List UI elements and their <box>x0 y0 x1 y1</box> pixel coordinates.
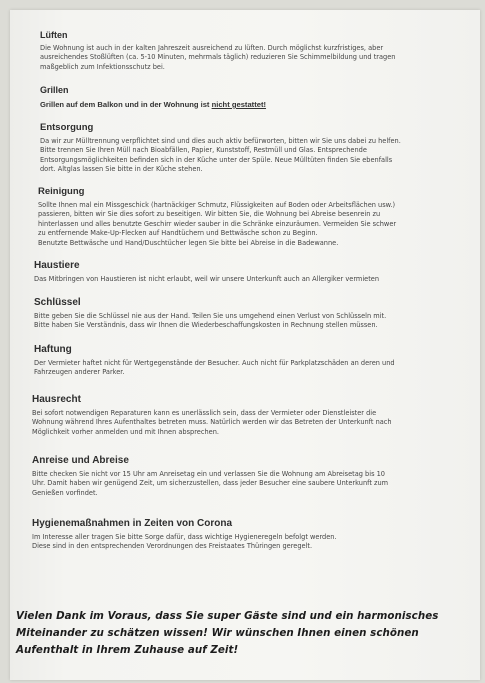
section-line: Genießen vorfindet. <box>32 488 98 497</box>
section-line: dort. Altglas lassen Sie bitte in der Küche stehen. <box>40 165 203 174</box>
section-lueften <box>40 30 460 72</box>
section-line: Bitte geben Sie die Schlüssel nie aus der Hand. Teilen Sie uns umgehend einen Verlust von Schlüsseln mit. <box>34 312 387 320</box>
section-grillen <box>40 85 460 109</box>
section-line: Bitte haben Sie Verständnis, dass wir Ihnen die Wiederbeschaffungskosten in Rechnung stellen müssen. <box>34 321 378 330</box>
document-page <box>10 10 480 680</box>
section-heading: Haftung <box>34 344 72 355</box>
closing-message <box>16 608 478 659</box>
section-hausrecht <box>32 394 472 437</box>
closing-line: Vielen Dank im Voraus, dass Sie super Gäste sind und ein harmonisches <box>16 610 439 622</box>
section-line: passieren, bitten wir Sie dies sofort zu beseitigen. Wir bitten Sie, die Wohnung bei Abreise besenrein zu <box>38 210 381 219</box>
section-haftung <box>34 344 469 378</box>
section-line: Bei sofort notwendigen Reparaturen kann es unerlässlich sein, dass der Vermieter oder Dienstleister die <box>32 409 377 417</box>
section-line: Fahrzeugen anderer Parker. <box>34 368 125 377</box>
section-heading: Hygienemaßnahmen in Zeiten von Corona <box>32 518 233 529</box>
section-line: Das Mitbringen von Haustieren ist nicht erlaubt, weil wir unsere Unterkunft auch an Allergiker vermieten <box>34 275 380 283</box>
section-hygiene <box>32 518 472 552</box>
section-line: Diese sind in den entsprechenden Verordnungen des Freistaates Thüringen geregelt. <box>32 542 313 551</box>
section-line: Die Wohnung ist auch in der kalten Jahreszeit ausreichend zu lüften. Durch möglichst kurzfristiges, aber <box>40 44 384 52</box>
section-line: Da wir zur Mülltrennung verpflichtet sind und dies auch aktiv befürworten, bitten wir Sie uns dabei zu helfen. <box>40 137 401 145</box>
section-entsorgung <box>40 122 460 175</box>
section-heading: Haustiere <box>34 260 80 271</box>
section-line: Sollte Ihnen mal ein Missgeschick (hartnäckiger Schmutz, Flüssigkeiten auf Boden oder Arbeitsflächen usw.) <box>38 201 396 209</box>
section-line: Entsorgungsmöglichkeiten befinden sich in der Küche unter der Spüle. Neue Mülltüten finden Sie ebenfalls <box>40 155 393 164</box>
section-heading: Schlüssel <box>34 297 81 308</box>
section-reinigung <box>38 186 463 248</box>
section-heading: Lüften <box>40 30 68 40</box>
section-line: Uhr. Damit haben wir genügend Zeit, um sicherzustellen, dass jeder Besucher eine saubere Unterkunft zum <box>32 479 389 488</box>
section-line: Benutzte Bettwäsche und Hand/Duschtücher legen Sie bitte bei Abreise in die Badewanne. <box>38 238 339 247</box>
section-schluessel <box>34 297 469 331</box>
section-line: Möglichkeit vorher anmelden und mit Ihnen absprechen. <box>32 427 219 436</box>
section-line: Der Vermieter haftet nicht für Wertgegenstände der Besucher. Auch nicht für Parkplatzschäden an deren und <box>34 359 395 367</box>
section-heading: Anreise und Abreise <box>32 455 129 466</box>
grillen-emphasis: nicht gestattet! <box>211 100 267 109</box>
section-line: zu entfernende Make-Up-Flecken auf Handtüchern und Bettwäsche schon zu Beginn. <box>38 229 318 238</box>
section-heading: Hausrecht <box>32 394 81 405</box>
section-line: Wohnung während Ihres Aufenthaltes betreten muss. Natürlich werden wir das Betreten der Unterkunft nach <box>32 418 392 427</box>
section-line: Im Interesse aller tragen Sie bitte Sorge dafür, dass wichtige Hygieneregeln befolgt werden. <box>32 533 337 541</box>
closing-line: Miteinander zu schätzen wissen! Wir wünschen Ihnen einen schönen <box>16 627 419 639</box>
section-line: hinterlassen und alles benutzte Geschirr wieder sauber in die Schränke einzuräumen. Vermeiden Sie schwer <box>38 219 397 228</box>
grillen-rule <box>40 100 460 109</box>
section-haustiere <box>34 260 464 284</box>
section-line: Bitte checken Sie nicht vor 15 Uhr am Anreisetag ein und verlassen Sie die Wohnung am Abreisetag bis 10 <box>32 470 385 478</box>
section-anreise-abreise <box>32 455 472 498</box>
section-line: ausreichendes Stoßlüften (ca. 5-10 Minuten, mehrmals täglich) reduzieren Sie Schimmelbildung und tragen <box>40 53 396 62</box>
closing-line: Aufenthalt in Ihrem Zuhause auf Zeit! <box>16 644 239 656</box>
section-line: maßgeblich zum Infektionsschutz bei. <box>40 62 165 71</box>
section-heading: Grillen <box>40 85 69 95</box>
grillen-text: Grillen auf dem Balkon und in der Wohnung ist <box>40 100 212 109</box>
section-line: Bitte trennen Sie Ihren Müll nach Bioabfällen, Papier, Kunststoff, Restmüll und Glas. Entsprechende <box>40 146 367 155</box>
section-heading: Reinigung <box>38 186 85 197</box>
section-heading: Entsorgung <box>40 122 94 133</box>
